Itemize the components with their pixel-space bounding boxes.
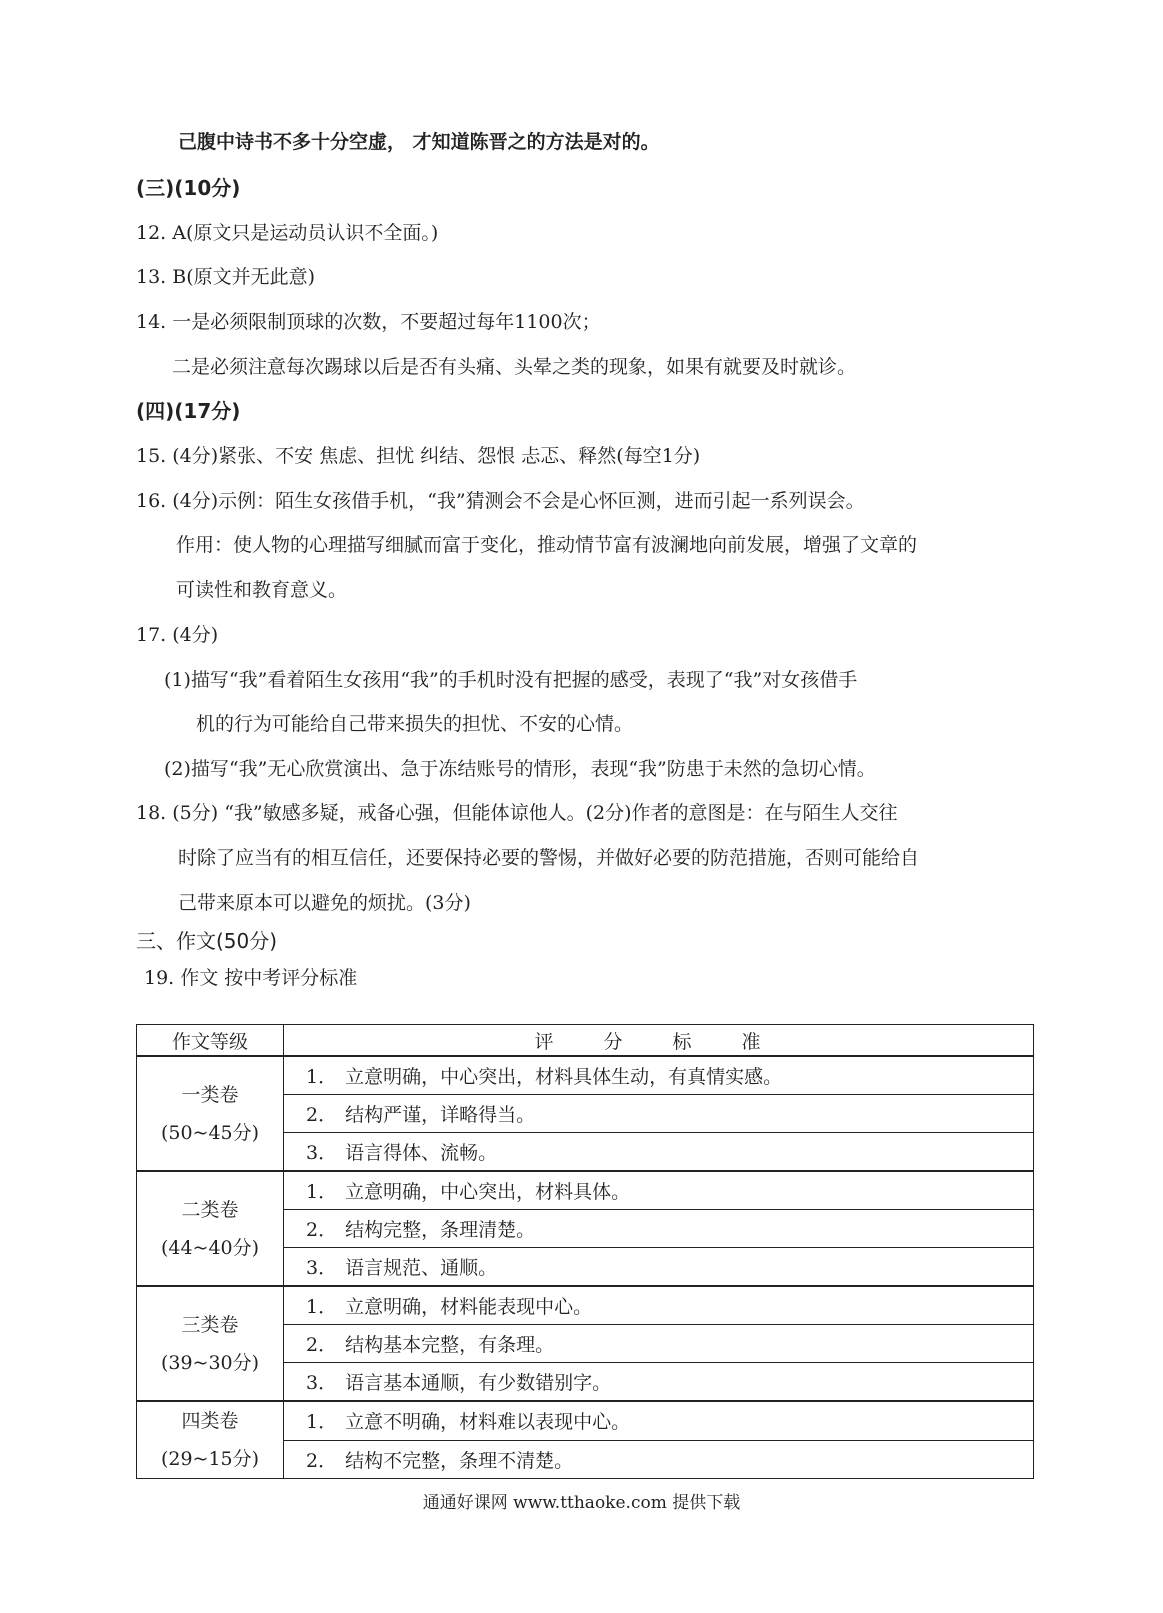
- header-standard: [284, 1025, 1034, 1057]
- section-heading-4: (四)(17分): [136, 399, 241, 423]
- table-header-row: [137, 1025, 1034, 1057]
- criterion-text: 立意明确，材料能表现中心。: [345, 1296, 593, 1318]
- answer-17: 17. (4分): [136, 624, 219, 646]
- answer-15: 15. (4分)紧张、不安 焦虑、担忧 纠结、怨恨 忐忑、释然(每空1分): [136, 445, 701, 467]
- section-heading-composition: 三、作文(50分): [136, 929, 278, 953]
- criterion-cell: [284, 1210, 1034, 1248]
- answer-17-part-2: (2)描写“我”无心欣赏演出、急于冻结账号的情形，表现“我”防患于未然的急切心情。: [164, 758, 876, 780]
- criterion-number: 1．: [306, 1411, 338, 1434]
- criterion-number: 2．: [306, 1104, 338, 1126]
- answer-16-effect-cont: 可读性和教育意义。: [176, 579, 348, 601]
- level-range: (29~15分): [160, 1448, 260, 1470]
- answer-19: 19. 作文 按中考评分标准: [144, 967, 358, 989]
- answer-16-effect: 作用：使人物的心理描写细腻而富于变化，推动情节富有波澜地向前发展，增强了文章的: [176, 534, 918, 556]
- header-level: 作文等级: [137, 1025, 284, 1057]
- criterion-number: 3．: [306, 1257, 338, 1279]
- level-name: 一类卷: [181, 1083, 239, 1106]
- level-name: 二类卷: [181, 1198, 239, 1221]
- criterion-cell: [284, 1095, 1034, 1133]
- answer-18: 18. (5分) “我”敏感多疑，戒备心强，但能体谅他人。(2分)作者的意图是：在与陌生人交往: [136, 802, 898, 824]
- level-range: (50~45分): [160, 1121, 260, 1144]
- answer-18-cont: 时除了应当有的相互信任，还要保持必要的警惕，并做好必要的防范措施，否则可能给自: [178, 847, 920, 869]
- criterion-text: 语言规范、通顺。: [345, 1257, 498, 1279]
- criterion-cell: [284, 1248, 1034, 1287]
- criterion-text: 结构不完整，条理不清楚。: [345, 1449, 574, 1472]
- criterion-text: 语言基本通顺，有少数错别字。: [345, 1372, 612, 1394]
- level-range: (44~40分): [160, 1236, 260, 1259]
- answer-12: 12. A(原文只是运动员认识不全面。): [136, 222, 439, 244]
- criterion-number: 2．: [306, 1449, 338, 1472]
- criterion-cell: [284, 1286, 1034, 1325]
- criterion-number: 2．: [306, 1334, 338, 1356]
- answer-13: 13. B(原文并无此意): [136, 266, 316, 288]
- criterion-text: 结构完整，条理清楚。: [345, 1219, 536, 1241]
- criterion-number: 1．: [306, 1296, 338, 1318]
- answer-16: 16. (4分)示例：陌生女孩借手机，“我”猜测会不会是心怀叵测，进而引起一系列误会。: [136, 490, 865, 512]
- criterion-text: 语言得体、流畅。: [345, 1142, 498, 1164]
- grading-table: [136, 1024, 1034, 1479]
- criterion-cell: [284, 1440, 1034, 1479]
- table-row: [137, 1171, 1034, 1210]
- answer-17-part-1: (1)描写“我”看着陌生女孩用“我”的手机时没有把握的感受，表现了“我”对女孩借手: [164, 669, 858, 691]
- criterion-number: 3．: [306, 1372, 338, 1394]
- level-cell: [137, 1401, 284, 1479]
- criterion-text: 立意明确，中心突出，材料具体生动，有真情实感。: [345, 1066, 783, 1088]
- criterion-text: 结构基本完整，有条理。: [345, 1334, 555, 1356]
- criterion-number: 1．: [306, 1066, 338, 1088]
- criterion-number: 2．: [306, 1219, 338, 1241]
- criterion-cell: [284, 1056, 1034, 1095]
- header-standard-label: 评 分 标 准: [534, 1030, 783, 1053]
- page-footer: 通通好课网 www.tthaoke.com 提供下载: [422, 1493, 741, 1513]
- criterion-text: 立意明确，中心突出，材料具体。: [345, 1181, 631, 1203]
- level-range: (39~30分): [160, 1351, 260, 1374]
- answer-14: 14. 一是必须限制顶球的次数，不要超过每年1100次；: [136, 311, 601, 333]
- table-row: [137, 1401, 1034, 1440]
- criterion-cell: [284, 1133, 1034, 1172]
- table-row: [137, 1286, 1034, 1325]
- table-row: [137, 1056, 1034, 1095]
- criterion-cell: [284, 1363, 1034, 1402]
- level-cell: [137, 1056, 284, 1171]
- criterion-number: 3．: [306, 1142, 338, 1164]
- text-line-continuation: 己腹中诗书不多十分空虚， 才知道陈晋之的方法是对的。: [178, 131, 660, 153]
- answer-14-part-2: 二是必须注意每次踢球以后是否有头痛、头晕之类的现象，如果有就要及时就诊。: [172, 356, 857, 378]
- section-heading-3: (三)(10分): [136, 176, 241, 200]
- criterion-cell: [284, 1325, 1034, 1363]
- criterion-cell: [284, 1401, 1034, 1440]
- criterion-number: 1．: [306, 1181, 338, 1203]
- criterion-cell: [284, 1171, 1034, 1210]
- level-name: 四类卷: [181, 1410, 239, 1432]
- level-cell: [137, 1171, 284, 1286]
- answer-17-part-1-cont: 机的行为可能给自己带来损失的担忧、不安的心情。: [196, 713, 634, 735]
- criterion-text: 结构严谨，详略得当。: [345, 1104, 536, 1126]
- level-cell: [137, 1286, 284, 1401]
- criterion-text: 立意不明确，材料难以表现中心。: [345, 1411, 631, 1434]
- level-name: 三类卷: [181, 1313, 239, 1336]
- answer-18-cont-2: 己带来原本可以避免的烦扰。(3分): [178, 892, 471, 914]
